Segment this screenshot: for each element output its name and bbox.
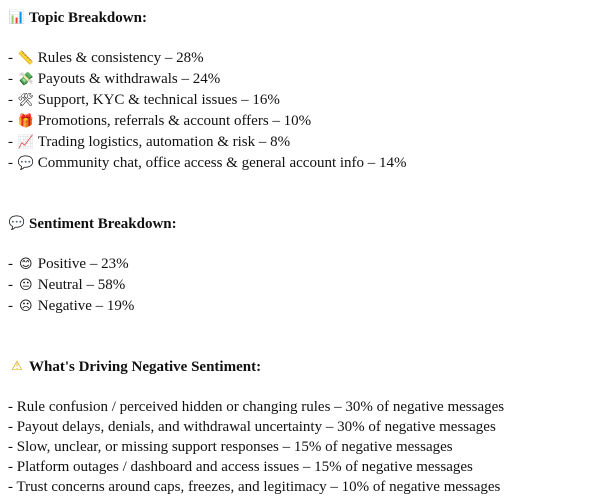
bullet: - [8,256,13,272]
sentiment-list [8,254,592,317]
sentiment-label: Neutral – 58% [37,277,126,293]
topic-label: Support, KYC & technical issues – 16% [37,92,280,108]
topic-label: Promotions, referrals & account offers – 10% [37,113,312,129]
bullet: - [8,134,13,150]
list-item [8,417,592,437]
bullet: - [8,419,13,435]
bullet: - [8,71,13,87]
chart-increasing-icon: 📈 [17,135,34,150]
list-item [8,254,592,275]
smiling-face-icon: 😊 [18,257,33,272]
bullet: - [8,155,13,171]
list-item [8,437,592,457]
negative-drivers-title: What's Driving Negative Sentiment: [29,359,262,375]
list-item [8,153,592,174]
sentiment-breakdown-title: Sentiment Breakdown: [29,216,177,232]
topic-label: Payouts & withdrawals – 24% [37,71,221,87]
bullet: - [8,298,13,314]
bullet: - [8,50,13,66]
topic-list [8,48,592,174]
sentiment-label: Negative – 19% [37,298,135,314]
driver-label: Platform outages / dashboard and access issues – 15% of negative messages [16,459,473,475]
bullet: - [8,479,13,495]
warning-icon: ⚠ [11,359,23,374]
driver-label: Payout delays, denials, and withdrawal uncertainty – 30% of negative messages [16,419,496,435]
bullet: - [8,92,13,108]
list-item [8,90,592,111]
bullet: - [8,277,13,293]
bullet: - [8,113,13,129]
bullet: - [8,439,13,455]
money-wings-icon: 💸 [17,72,34,87]
list-item [8,111,592,132]
list-item [8,296,592,317]
frowning-face-icon: ☹ [18,299,33,314]
topic-breakdown-title: Topic Breakdown: [29,10,147,26]
topic-label: Rules & consistency – 28% [37,50,204,66]
bar-chart-icon: 📊 [8,10,26,25]
driver-label: Trust concerns around caps, freezes, and legitimacy – 10% of negative messages [16,479,501,495]
driver-label: Rule confusion / perceived hidden or changing rules – 30% of negative messages [16,399,505,415]
list-item [8,69,592,90]
bullet: - [8,399,13,415]
topic-label: Community chat, office access & general account info – 14% [37,155,407,171]
negative-drivers-list [8,397,592,497]
speech-balloon-icon: 💬 [17,156,34,171]
list-item [8,275,592,296]
bullet: - [8,459,13,475]
topic-label: Trading logistics, automation & risk – 8% [37,134,291,150]
neutral-face-icon: 😐 [18,278,33,293]
list-item [8,397,592,417]
tools-icon: 🛠 [17,93,34,108]
list-item [8,132,592,153]
gift-icon: 🎁 [17,114,34,129]
sentiment-breakdown-heading [8,214,592,234]
list-item [8,48,592,69]
negative-drivers-heading [8,357,592,377]
ruler-icon: 📏 [17,51,34,66]
driver-label: Slow, unclear, or missing support responses – 15% of negative messages [16,439,453,455]
list-item [8,477,592,497]
list-item [8,457,592,477]
speech-balloon-icon: 💬 [8,216,26,231]
sentiment-label: Positive – 23% [37,256,129,272]
topic-breakdown-heading [8,8,592,28]
